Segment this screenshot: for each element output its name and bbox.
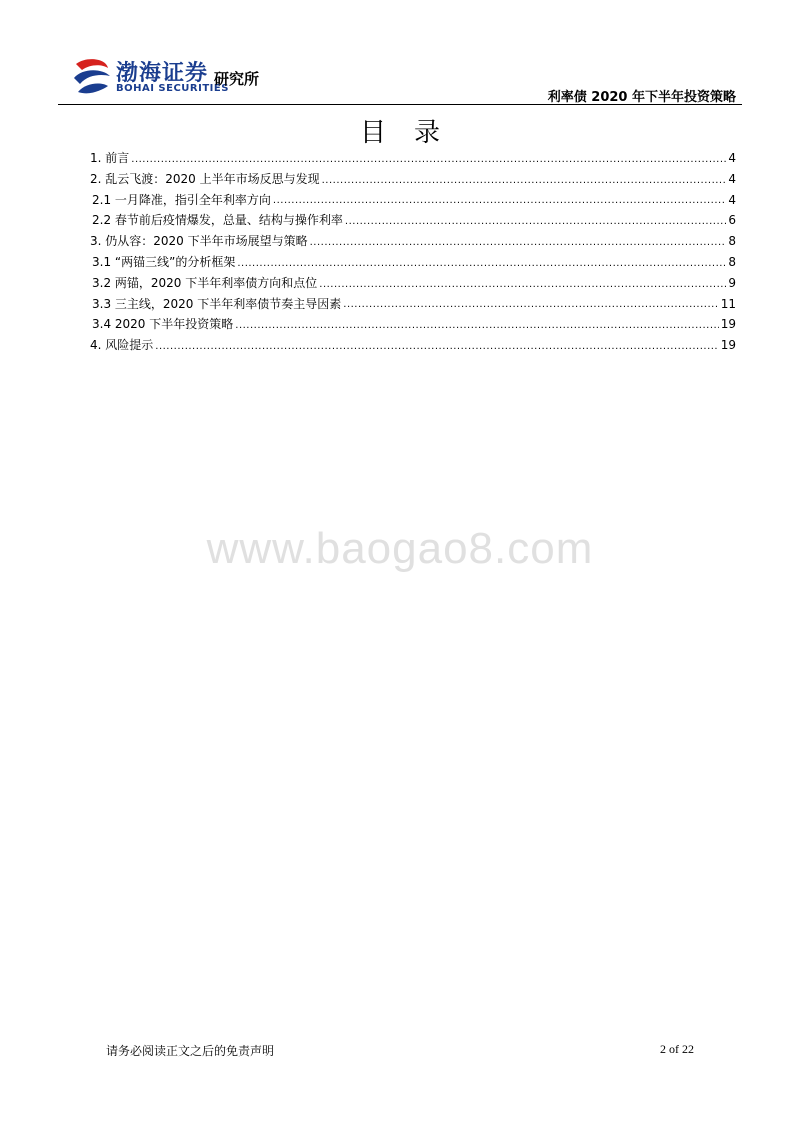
toc-entry-page: 19: [720, 338, 736, 353]
toc-entry[interactable]: [90, 190, 736, 211]
bohai-logo-icon: [72, 56, 112, 96]
toc-entry-label: 2. 乱云飞渡：2020 上半年市场反思与发现: [90, 171, 320, 186]
disclaimer-note: 请务必阅读正文之后的免责声明: [106, 1044, 275, 1058]
report-title: 利率债 2020 年下半年投资策略: [547, 90, 736, 105]
brand-logo: [72, 54, 292, 100]
toc-entry[interactable]: [90, 273, 736, 294]
toc-entry-label: 3.4 2020 下半年投资策略: [92, 317, 234, 332]
header-divider: [58, 104, 742, 105]
toc-leader-dots: [131, 151, 726, 169]
toc-leader-dots: [273, 192, 726, 210]
toc-entry[interactable]: [90, 252, 736, 273]
toc-entry-page: 4: [728, 171, 736, 186]
toc-entry-page: 11: [720, 296, 736, 311]
toc-entry-label: 3.1 “两锚三线”的分析框架: [92, 254, 236, 269]
toc-entry[interactable]: [90, 294, 736, 315]
toc-entry-page: 9: [728, 275, 736, 290]
toc-entry-label: 1. 前言: [90, 151, 130, 165]
toc-entry-label: 3.3 三主线，2020 下半年利率债节奏主导因素: [92, 296, 342, 311]
toc-leader-dots: [155, 338, 718, 356]
toc-entry[interactable]: [90, 210, 736, 231]
toc-entry-label: 3. 仍从容：2020 下半年市场展望与策略: [90, 234, 308, 249]
logo-english-name: BOHAI SECURITIES: [116, 83, 229, 94]
toc-leader-dots: [322, 172, 727, 190]
toc-entry[interactable]: [90, 148, 736, 169]
toc-entry[interactable]: [90, 314, 736, 335]
toc-leader-dots: [343, 296, 718, 314]
toc-entry-label: 2.1 一月降准，指引全年利率方向: [92, 192, 271, 207]
toc-entry-label: 4. 风险提示: [90, 338, 154, 353]
toc-leader-dots: [235, 317, 718, 335]
toc-leader-dots: [237, 255, 726, 273]
page-title: 目录: [359, 118, 468, 148]
toc-entry-page: 8: [728, 254, 736, 269]
page-indicator: 2 of 22: [660, 1042, 694, 1056]
toc-entry-page: 4: [728, 151, 736, 165]
toc-entry[interactable]: [90, 335, 736, 356]
toc-entry[interactable]: [90, 169, 736, 190]
toc-entry-page: 8: [728, 234, 736, 249]
logo-chinese-name: 渤海证券: [116, 61, 209, 86]
watermark: www.baogao8.com: [206, 524, 594, 573]
toc-leader-dots: [345, 213, 726, 231]
toc-entry-page: 4: [728, 192, 736, 207]
toc-leader-dots: [319, 276, 726, 294]
toc-entry-page: 19: [720, 317, 736, 332]
toc-entry[interactable]: [90, 231, 736, 252]
toc-leader-dots: [310, 234, 727, 252]
toc-entry-label: 2.2 春节前后疫情爆发，总量、结构与操作利率: [92, 213, 343, 228]
toc-entry-page: 6: [728, 213, 736, 228]
table-of-contents: [90, 148, 736, 356]
toc-entry-label: 3.2 两锚，2020 下半年利率债方向和点位: [92, 275, 318, 290]
department-name: 研究所: [214, 70, 260, 88]
